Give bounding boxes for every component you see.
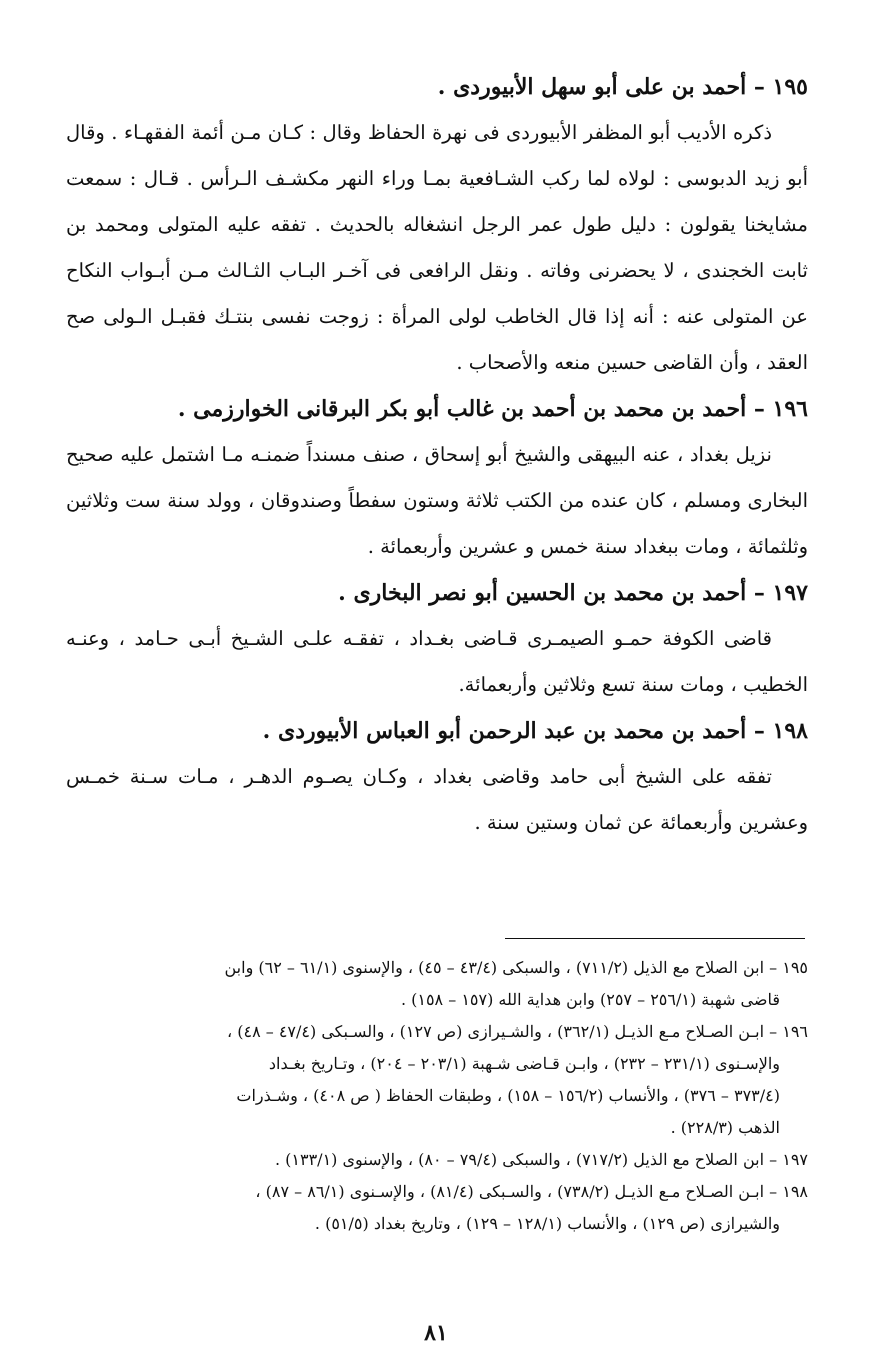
footnote-198: [66, 1176, 808, 1208]
entry-text-195: ذكره الأديب أبو المظفر الأبيوردى فى نهرة الحفاظ وقال : كـان مـن أئمة الفقهـاء . وقال أبو زيد الدبوسى : لولاه لما ركب الشـافعية بمـا وراء النهر مكشـف الـرأس . قـال : سمعت مشايخنا يقولون : دليل طول عمر الرجل انشغاله بالحديث . تفقه عليه المتولى ومحمد بن ثابت الخجندى ، لا يحضرنى وفاته . ونقل الرافعى فى آخـر البـاب الثـالث مـن أبـواب النكاح عن المتولى عنه : أنه إذا قال الخاطب لولى المرأة : زوجت نفسى بنتـك فقبـل الـولى صح العقد ، وأن القاضى حسين منعه والأصحاب .: [66, 121, 808, 374]
entry-title-195: ١٩٥ – أحمد بن على أبو سهل الأبيوردى .: [437, 74, 808, 100]
footnote-line: – ابـن الصـلاح مـع الذيـل (٧٣٨/٢) ، والسـبكى (٨١/٤) ، والإسـنوى (٨٦/١ – ٨٧) ،: [255, 1182, 778, 1201]
page-number: ٨١: [424, 1320, 448, 1346]
entry-text-198: تفقه على الشيخ أبى حامد وقاضى بغداد ، وكـان يصـوم الدهـر ، مـات سـنة خمـس وعشرين وأربعمائة عن ثمان وستين سنة .: [66, 765, 808, 834]
entry-text-197: قاضى الكوفة حمـو الصيمـرى قـاضى بغـداد ، تفقـه علـى الشـيخ أبـى حـامد ، وعنـه الخطيب ، ومات سنة تسع وثلاثين وأربعمائة.: [66, 627, 808, 696]
footnote-line: (٣٧٣/٤ – ٣٧٦) ، والأنساب (١٥٦/٢ – ١٥٨) ، وطبقات الحفاظ ( ص ٤٠٨) ، وشـذرات: [236, 1086, 780, 1105]
footnote-line: والإسـنوى (٢٣١/١ – ٢٣٢) ، وابـن قـاضى شـهبة (٢٠٣/١ – ٢٠٤) ، وتـاريخ بغـداد: [268, 1054, 780, 1073]
footnote-195: [66, 952, 808, 984]
footnote-number: ١٩٥: [782, 958, 808, 977]
footnote-line: والشيرازى (ص ١٢٩) ، والأنساب (١٢٨/١ – ١٢٩) ، وتاريخ بغداد (٥١/٥) .: [314, 1214, 780, 1233]
main-text: [66, 64, 808, 846]
footnote-196: [66, 1016, 808, 1048]
footnote-line: الذهب (٢٢٨/٣) .: [670, 1118, 780, 1137]
footnote-number: ١٩٨: [782, 1182, 808, 1201]
footnote-number: ١٩٦: [782, 1022, 808, 1041]
footnote-line: – ابـن الصـلاح مـع الذيـل (٣٦٢/١) ، والشـيرازى (ص ١٢٧) ، والسـبكى (٤٧/٤ – ٤٨) ،: [226, 1022, 778, 1041]
footnote-divider: [505, 938, 805, 939]
entry-title-198: ١٩٨ – أحمد بن محمد بن عبد الرحمن أبو العباس الأبيوردى .: [262, 718, 808, 744]
footnote-line: قاضى شهبة (٢٥٦/١ – ٢٥٧) وابن هداية الله (١٥٧ – ١٥٨) .: [400, 990, 780, 1009]
footnote-197: [66, 1144, 808, 1176]
entry-title-197: ١٩٧ – أحمد بن محمد بن الحسين أبو نصر البخارى .: [338, 580, 808, 606]
entry-text-196: نزيل بغداد ، عنه البيهقى والشيخ أبو إسحاق ، صنف مسنداً ضمنـه مـا اشتمل عليه صحيح البخارى ومسلم ، كان عنده من الكتب ثلاثة وستون سفطاً وصندوقان ، وولد سنة ست وثلاثين وثلثمائة ، ومات ببغداد سنة خمس و عشرين وأربعمائة .: [66, 443, 808, 558]
footnote-number: ١٩٧: [782, 1150, 808, 1169]
footnote-line: – ابن الصلاح مع الذيل (٧١١/٢) ، والسبكى (٤٣/٤ – ٤٥) ، والإسنوى (٦١/١ – ٦٢) وابن: [224, 958, 778, 977]
entry-title-196: ١٩٦ – أحمد بن محمد بن أحمد بن غالب أبو بكر البرقانى الخوارزمى .: [177, 396, 808, 422]
footnote-line: – ابن الصلاح مع الذيل (٧١٧/٢) ، والسبكى (٧٩/٤ – ٨٠) ، والإسنوى (١٣٣/١) .: [274, 1150, 778, 1169]
footnotes: [66, 952, 808, 1240]
